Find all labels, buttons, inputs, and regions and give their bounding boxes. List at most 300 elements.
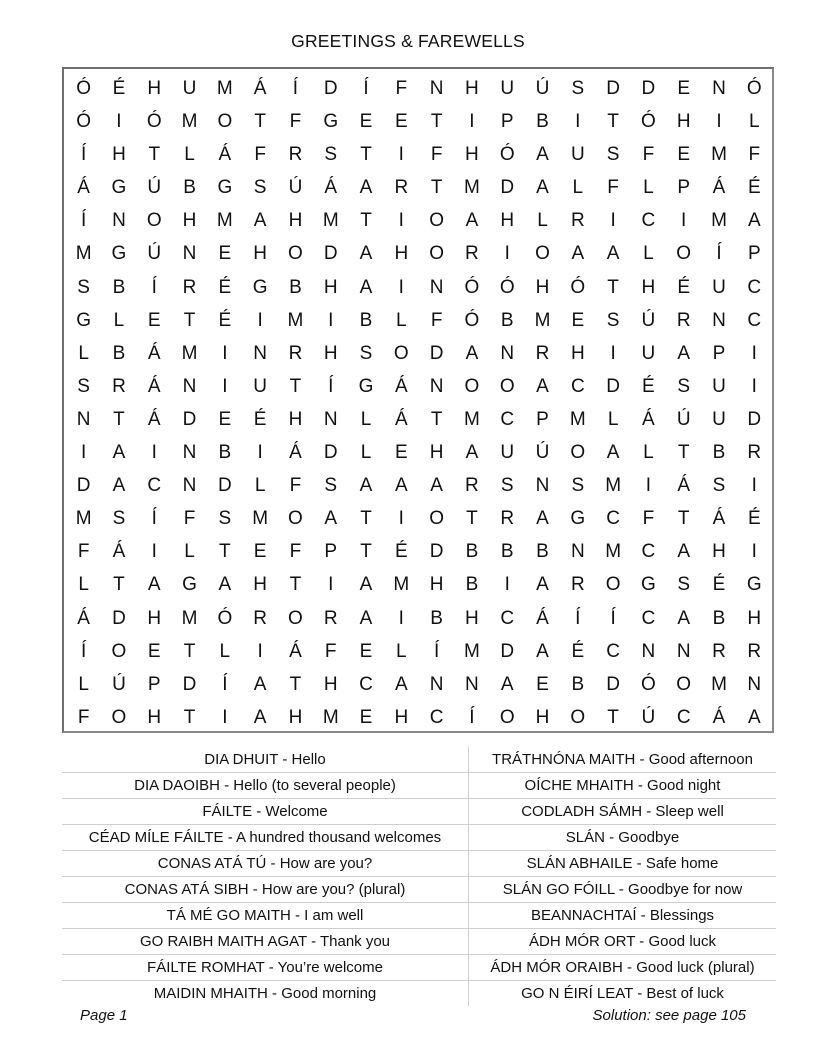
grid-letter: Ó: [76, 111, 92, 133]
grid-letter: R: [676, 309, 691, 331]
grid-letter: Ú: [641, 706, 656, 728]
word-list-row: [62, 851, 776, 877]
grid-letter: O: [570, 442, 586, 464]
grid-letter: É: [112, 78, 126, 99]
grid-row: [64, 271, 772, 304]
grid-row: [64, 370, 772, 403]
grid-letter: M: [711, 673, 727, 695]
grid-letter: Í: [716, 243, 722, 265]
grid-letter: I: [222, 375, 228, 397]
grid-letter: I: [257, 309, 263, 331]
grid-letter: U: [253, 375, 267, 397]
grid-letter: T: [430, 177, 443, 199]
grid-letter: L: [219, 640, 231, 662]
grid-letter: É: [218, 276, 232, 298]
grid-letter: Ó: [641, 111, 656, 133]
grid-letter: H: [712, 541, 726, 563]
grid-letter: P: [324, 541, 338, 563]
grid-letter: L: [749, 111, 760, 133]
grid-letter: Ó: [499, 276, 515, 298]
word-entry: CÉAD MÍLE FÁILTE - A hundred thousand welcomes: [62, 825, 469, 850]
word-list-row: [62, 773, 776, 799]
grid-letter: T: [289, 673, 302, 695]
grid-letter: D: [182, 408, 197, 430]
grid-letter: E: [394, 111, 408, 133]
grid-letter: Ú: [535, 442, 550, 464]
grid-row: [64, 337, 772, 370]
grid-letter: A: [677, 541, 691, 563]
grid-letter: H: [323, 342, 338, 364]
grid-letter: F: [430, 309, 443, 331]
grid-letter: A: [536, 508, 549, 530]
word-entry: CODLADH SÁMH - Sleep well: [521, 803, 724, 820]
grid-letter: A: [253, 210, 267, 232]
word-entry: TÁ MÉ GO MAITH - I am well: [62, 903, 469, 928]
grid-letter: G: [746, 574, 762, 596]
grid-letter: I: [257, 640, 263, 662]
grid-letter: I: [151, 541, 157, 563]
grid-letter: R: [465, 243, 479, 265]
grid-letter: Á: [77, 177, 90, 199]
grid-letter: I: [398, 144, 404, 166]
grid-letter: R: [394, 177, 409, 199]
grid-letter: F: [607, 177, 619, 199]
word-list-row: [62, 799, 776, 825]
word-entry: CONAS ATÁ TÚ - How are you?: [62, 851, 469, 876]
grid-letter: F: [430, 144, 443, 166]
grid-row: [64, 138, 772, 171]
grid-letter: R: [465, 475, 479, 497]
grid-letter: A: [359, 475, 373, 497]
grid-letter: E: [218, 243, 232, 265]
grid-letter: N: [535, 475, 550, 497]
grid-letter: B: [536, 541, 549, 563]
grid-row: [64, 701, 772, 734]
grid-letter: H: [570, 342, 585, 364]
word-search-grid: [62, 67, 774, 733]
word-entry: ÁDH MÓR ORAIBH - Good luck (plural): [490, 959, 755, 976]
grid-letter: N: [712, 309, 726, 331]
grid-letter: Á: [147, 342, 161, 364]
grid-letter: I: [645, 475, 652, 497]
grid-row: [64, 436, 772, 469]
grid-row: [64, 237, 772, 270]
grid-letter: S: [77, 375, 90, 397]
grid-letter: Í: [610, 607, 616, 629]
grid-letter: I: [716, 111, 722, 133]
grid-letter: M: [75, 243, 92, 265]
grid-letter: T: [360, 508, 372, 530]
word-entry: GO RAIBH MAITH AGAT - Thank you: [62, 929, 469, 954]
grid-letter: B: [289, 276, 302, 298]
word-entry: CONAS ATÁ SIBH - How are you? (plural): [62, 877, 469, 902]
grid-letter: Á: [642, 408, 655, 430]
grid-letter: N: [182, 375, 197, 397]
grid-letter: Á: [147, 408, 161, 430]
grid-letter: M: [322, 210, 339, 232]
word-entry: DIA DHUIT - Hello: [62, 747, 469, 772]
grid-letter: Ó: [146, 111, 162, 133]
grid-letter: I: [398, 210, 404, 232]
grid-letter: L: [643, 177, 654, 199]
grid-letter: N: [429, 78, 444, 99]
grid-letter: D: [182, 673, 197, 695]
grid-letter: T: [430, 111, 443, 133]
word-list-row: [62, 877, 776, 903]
grid-letter: O: [464, 375, 480, 397]
grid-letter: A: [536, 177, 549, 199]
grid-letter: S: [677, 574, 691, 596]
grid-letter: S: [218, 508, 232, 530]
grid-letter: N: [570, 541, 585, 563]
grid-letter: M: [605, 541, 622, 563]
grid-letter: T: [183, 640, 196, 662]
grid-letter: I: [222, 342, 228, 364]
grid-letter: H: [641, 276, 656, 298]
grid-letter: Ó: [76, 78, 92, 99]
page-number: Page 1: [80, 1007, 128, 1024]
grid-letter: F: [183, 508, 196, 530]
grid-letter: T: [607, 276, 619, 298]
grid-letter: R: [535, 342, 550, 364]
grid-letter: A: [430, 475, 443, 497]
grid-letter: O: [499, 706, 515, 728]
grid-letter: A: [359, 243, 373, 265]
grid-letter: C: [641, 607, 656, 629]
grid-letter: I: [681, 210, 687, 232]
word-entry: MAIDIN MHAITH - Good morning: [62, 981, 469, 1006]
grid-letter: A: [112, 442, 126, 464]
grid-letter: O: [535, 243, 550, 265]
grid-letter: D: [217, 475, 232, 497]
grid-letter: Ú: [676, 408, 691, 430]
grid-letter: Á: [218, 144, 232, 166]
grid-letter: L: [572, 177, 584, 199]
grid-letter: H: [465, 607, 479, 629]
grid-letter: A: [606, 243, 620, 265]
grid-row: [64, 105, 772, 138]
grid-letter: C: [147, 475, 162, 497]
word-list-row: [62, 955, 776, 981]
grid-letter: H: [182, 210, 197, 232]
grid-letter: C: [606, 640, 620, 662]
grid-letter: I: [751, 375, 757, 397]
grid-letter: B: [430, 607, 443, 629]
grid-letter: N: [429, 673, 444, 695]
grid-letter: Á: [289, 442, 302, 464]
grid-letter: F: [77, 541, 90, 563]
grid-letter: O: [111, 706, 127, 728]
grid-row: [64, 72, 772, 105]
grid-letter: I: [151, 442, 157, 464]
grid-letter: B: [465, 541, 479, 563]
grid-letter: D: [429, 541, 444, 563]
grid-letter: U: [500, 78, 515, 99]
grid-letter: U: [182, 78, 197, 99]
grid-row: [64, 668, 772, 701]
grid-letter: S: [712, 475, 726, 497]
grid-letter: R: [288, 342, 303, 364]
grid-letter: A: [677, 607, 691, 629]
grid-letter: M: [711, 210, 727, 232]
grid-letter: U: [712, 408, 726, 430]
grid-letter: F: [289, 475, 302, 497]
grid-letter: B: [465, 574, 479, 596]
grid-letter: Í: [328, 375, 334, 397]
grid-letter: G: [358, 375, 374, 397]
grid-letter: Á: [253, 78, 267, 99]
grid-letter: A: [536, 144, 549, 166]
grid-letter: N: [429, 276, 444, 298]
grid-letter: A: [394, 673, 408, 695]
grid-letter: E: [218, 408, 232, 430]
grid-letter: D: [606, 673, 620, 695]
grid-letter: I: [328, 309, 334, 331]
grid-letter: S: [606, 144, 620, 166]
grid-letter: G: [182, 574, 197, 596]
grid-letter: H: [288, 706, 303, 728]
grid-letter: M: [216, 210, 233, 232]
grid-letter: T: [254, 111, 266, 133]
word-entry: DIA DAOIBH - Hello (to several people): [62, 773, 469, 798]
grid-letter: O: [429, 508, 444, 530]
grid-letter: H: [394, 706, 409, 728]
grid-letter: Ú: [641, 309, 656, 331]
grid-letter: H: [253, 574, 267, 596]
grid-letter: S: [324, 144, 338, 166]
word-list-row: [62, 747, 776, 773]
grid-letter: G: [111, 177, 127, 199]
grid-letter: I: [81, 442, 87, 464]
grid-letter: Í: [81, 640, 87, 662]
grid-letter: P: [536, 408, 549, 430]
word-entry: SLÁN ABHAILE - Safe home: [526, 855, 719, 872]
grid-letter: S: [253, 177, 267, 199]
grid-letter: Í: [222, 673, 228, 695]
grid-letter: M: [216, 78, 233, 99]
word-entry: FÁILTE - Welcome: [62, 799, 469, 824]
grid-letter: C: [429, 706, 444, 728]
grid-row: [64, 602, 772, 635]
grid-letter: S: [324, 475, 338, 497]
grid-letter: R: [323, 607, 338, 629]
grid-letter: É: [677, 276, 691, 298]
grid-letter: R: [747, 442, 762, 464]
grid-letter: T: [289, 375, 302, 397]
grid-letter: A: [677, 342, 691, 364]
grid-letter: U: [712, 276, 726, 298]
grid-letter: O: [429, 243, 444, 265]
grid-row: [64, 304, 772, 337]
grid-letter: T: [677, 508, 690, 530]
grid-letter: L: [78, 574, 89, 596]
grid-letter: Í: [151, 276, 157, 298]
grid-letter: É: [394, 541, 408, 563]
grid-letter: N: [747, 673, 762, 695]
grid-letter: L: [184, 144, 195, 166]
grid-letter: T: [360, 541, 372, 563]
grid-letter: L: [254, 475, 266, 497]
grid-letter: O: [676, 673, 692, 695]
grid-letter: T: [113, 574, 125, 596]
grid-letter: L: [78, 342, 89, 364]
grid-letter: T: [677, 442, 690, 464]
grid-row: [64, 403, 772, 436]
grid-letter: M: [181, 607, 198, 629]
grid-letter: O: [429, 210, 444, 232]
grid-letter: G: [570, 508, 586, 530]
grid-letter: Á: [77, 607, 90, 629]
grid-letter: A: [747, 210, 761, 232]
grid-row: [64, 535, 772, 568]
grid-letter: T: [183, 706, 196, 728]
grid-letter: Ó: [464, 276, 480, 298]
grid-letter: E: [571, 309, 585, 331]
grid-letter: B: [712, 607, 726, 629]
grid-letter: Ú: [147, 177, 162, 199]
grid-letter: S: [359, 342, 373, 364]
grid-letter: C: [570, 375, 585, 397]
grid-letter: O: [499, 375, 515, 397]
grid-letter: I: [398, 607, 404, 629]
word-entry: TRÁTHNÓNA MAITH - Good afternoon: [492, 751, 753, 768]
grid-letter: H: [253, 243, 267, 265]
grid-letter: Ó: [217, 607, 233, 629]
grid-letter: I: [751, 342, 757, 364]
grid-letter: Á: [536, 607, 549, 629]
grid-letter: O: [676, 243, 692, 265]
grid-letter: G: [217, 177, 233, 199]
grid-letter: T: [113, 408, 125, 430]
grid-letter: D: [500, 177, 515, 199]
grid-letter: N: [182, 442, 197, 464]
grid-letter: O: [288, 243, 303, 265]
grid-letter: E: [394, 442, 408, 464]
grid-letter: Á: [712, 508, 726, 530]
grid-letter: C: [500, 408, 515, 430]
grid-letter: F: [395, 78, 408, 99]
grid-letter: É: [642, 375, 655, 397]
grid-letter: O: [146, 210, 162, 232]
grid-letter: B: [183, 177, 196, 199]
grid-letter: A: [606, 442, 620, 464]
grid-letter: N: [500, 342, 515, 364]
grid-letter: U: [641, 342, 656, 364]
grid-letter: D: [323, 243, 338, 265]
grid-letter: L: [396, 640, 407, 662]
grid-letter: I: [469, 111, 475, 133]
grid-letter: B: [359, 309, 373, 331]
grid-letter: G: [76, 309, 92, 331]
grid-letter: H: [535, 706, 550, 728]
grid-letter: H: [747, 607, 762, 629]
grid-letter: M: [711, 144, 727, 166]
grid-letter: A: [465, 442, 479, 464]
grid-letter: L: [184, 541, 195, 563]
grid-letter: É: [253, 408, 267, 430]
grid-letter: B: [112, 276, 126, 298]
grid-letter: M: [181, 111, 198, 133]
grid-letter: I: [328, 574, 334, 596]
grid-letter: U: [500, 442, 515, 464]
grid-letter: T: [466, 508, 478, 530]
grid-letter: I: [398, 276, 404, 298]
grid-row: [64, 204, 772, 237]
grid-letter: N: [465, 673, 479, 695]
grid-letter: Í: [292, 78, 299, 99]
grid-letter: A: [359, 607, 373, 629]
grid-letter: F: [289, 111, 302, 133]
grid-letter: M: [464, 408, 480, 430]
grid-letter: I: [398, 508, 404, 530]
grid-letter: R: [288, 144, 303, 166]
grid-letter: Á: [289, 640, 302, 662]
grid-letter: H: [535, 276, 550, 298]
grid-letter: G: [252, 276, 268, 298]
grid-letter: D: [323, 78, 338, 99]
grid-letter: L: [360, 408, 372, 430]
grid-letter: O: [111, 640, 127, 662]
word-entry: SLÁN - Goodbye: [565, 829, 680, 846]
grid-letter: B: [500, 309, 514, 331]
word-list: [62, 747, 776, 1006]
grid-letter: D: [641, 78, 656, 99]
grid-letter: T: [148, 144, 161, 166]
grid-letter: F: [324, 640, 337, 662]
word-list-row: [62, 903, 776, 929]
grid-letter: I: [116, 111, 122, 133]
grid-letter: S: [677, 375, 691, 397]
grid-letter: M: [287, 309, 304, 331]
word-list-row: [62, 825, 776, 851]
grid-letter: C: [641, 210, 656, 232]
grid-letter: N: [712, 78, 726, 99]
grid-letter: H: [147, 607, 162, 629]
grid-letter: H: [500, 210, 515, 232]
grid-letter: D: [76, 475, 91, 497]
grid-letter: L: [113, 309, 125, 331]
grid-letter: H: [323, 673, 338, 695]
grid-letter: R: [712, 640, 726, 662]
word-entry: ÁDH MÓR ORT - Good luck: [529, 933, 716, 950]
grid-letter: Ú: [112, 673, 126, 695]
grid-letter: B: [712, 442, 726, 464]
grid-letter: L: [643, 243, 654, 265]
grid-letter: N: [429, 375, 444, 397]
grid-letter: I: [257, 442, 263, 464]
grid-letter: H: [465, 78, 479, 99]
grid-letter: M: [569, 408, 586, 430]
grid-letter: O: [288, 508, 303, 530]
grid-letter: Í: [363, 78, 369, 99]
grid-letter: T: [289, 574, 302, 596]
grid-letter: R: [253, 607, 267, 629]
grid-letter: D: [747, 408, 762, 430]
grid-letter: O: [217, 111, 233, 133]
grid-letter: M: [464, 640, 480, 662]
grid-letter: A: [359, 574, 373, 596]
grid-letter: C: [747, 309, 762, 331]
grid-letter: B: [536, 111, 549, 133]
grid-letter: C: [747, 276, 762, 298]
grid-letter: Á: [677, 475, 691, 497]
grid-row: [64, 568, 772, 601]
grid-letter: C: [641, 541, 656, 563]
grid-letter: Ó: [746, 78, 762, 99]
grid-letter: E: [147, 640, 161, 662]
grid-letter: C: [676, 706, 691, 728]
grid-letter: R: [182, 276, 197, 298]
